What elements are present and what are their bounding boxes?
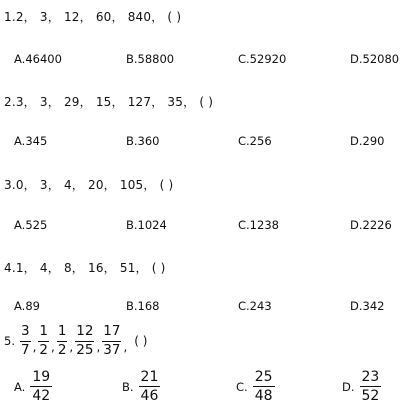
question-5-option-b	[122, 370, 161, 403]
question-2-option-a: A.345	[14, 134, 48, 148]
separator: ,	[123, 340, 128, 354]
fraction-denominator: 48	[254, 388, 273, 404]
question-1-option-a: A.46400	[14, 52, 62, 66]
question-2-option-c: C.256	[238, 134, 272, 148]
fraction-numerator: 3	[20, 325, 31, 342]
question-1-option-c: C.52920	[238, 52, 287, 66]
option-label: A.	[14, 379, 26, 394]
question-3-option-d: D.2226	[350, 218, 392, 232]
fraction-numerator: 17	[102, 325, 121, 342]
option-label: D.	[342, 379, 355, 394]
fraction-denominator: 46	[140, 388, 159, 404]
separator: ,	[69, 340, 74, 354]
question-1-option-b: B.58800	[126, 52, 175, 66]
fraction-numerator: 1	[38, 325, 49, 342]
fraction-denominator: 42	[32, 388, 51, 404]
question-4-option-b: B.168	[126, 299, 160, 313]
fraction-term-5	[102, 325, 121, 357]
question-1-option-d: D.52080	[350, 52, 400, 66]
option-fraction	[253, 370, 275, 403]
question-5-option-c	[236, 370, 276, 403]
fraction-term-4	[75, 325, 94, 357]
question-4-option-a: A.89	[14, 299, 40, 313]
fraction-denominator: 2	[57, 341, 67, 358]
separator: ,	[96, 340, 101, 354]
question-2-text: 2.3， 3， 29， 15， 127， 35， ( )	[4, 95, 214, 109]
separator: ,	[32, 340, 37, 354]
fraction-term-3	[57, 325, 68, 357]
fraction-numerator: 25	[254, 369, 273, 385]
option-label: C.	[236, 379, 248, 394]
question-5-sequence	[4, 325, 147, 357]
option-fraction	[139, 370, 161, 403]
question-3-text: 3.0， 3， 4， 20， 105， ( )	[4, 178, 174, 192]
question-5-label: 5.	[4, 334, 15, 348]
fraction-denominator: 25	[76, 341, 94, 358]
fraction-denominator: 7	[20, 341, 30, 358]
fraction-numerator: 19	[32, 369, 51, 385]
question-2-option-b: B.360	[126, 134, 160, 148]
question-4-text: 4.1， 4， 8， 16， 51， ( )	[4, 261, 166, 275]
fraction-denominator: 37	[103, 341, 121, 358]
question-3-option-c: C.1238	[238, 218, 279, 232]
question-2-option-d: D.290	[350, 134, 385, 148]
question-5-option-d	[342, 370, 382, 403]
fraction-denominator: 52	[361, 388, 380, 404]
option-fraction	[360, 370, 382, 403]
question-1-text: 1.2， 3， 12， 60， 840， ( )	[4, 10, 182, 24]
question-3-option-b: B.1024	[126, 218, 167, 232]
separator: ,	[51, 340, 55, 354]
fraction-numerator: 21	[140, 369, 159, 385]
question-4-option-d: D.342	[350, 299, 385, 313]
option-label: B.	[122, 379, 134, 394]
question-3-option-a: A.525	[14, 218, 48, 232]
option-fraction	[30, 370, 52, 403]
fraction-term-1	[20, 325, 31, 357]
fraction-numerator: 1	[57, 325, 68, 342]
fraction-numerator: 23	[361, 369, 380, 385]
fraction-term-2	[38, 325, 49, 357]
fraction-denominator: 2	[39, 341, 48, 358]
fraction-numerator: 12	[75, 325, 94, 342]
question-4-option-c: C.243	[238, 299, 272, 313]
question-5-option-a	[14, 370, 53, 403]
answer-blank: ( )	[134, 334, 148, 348]
